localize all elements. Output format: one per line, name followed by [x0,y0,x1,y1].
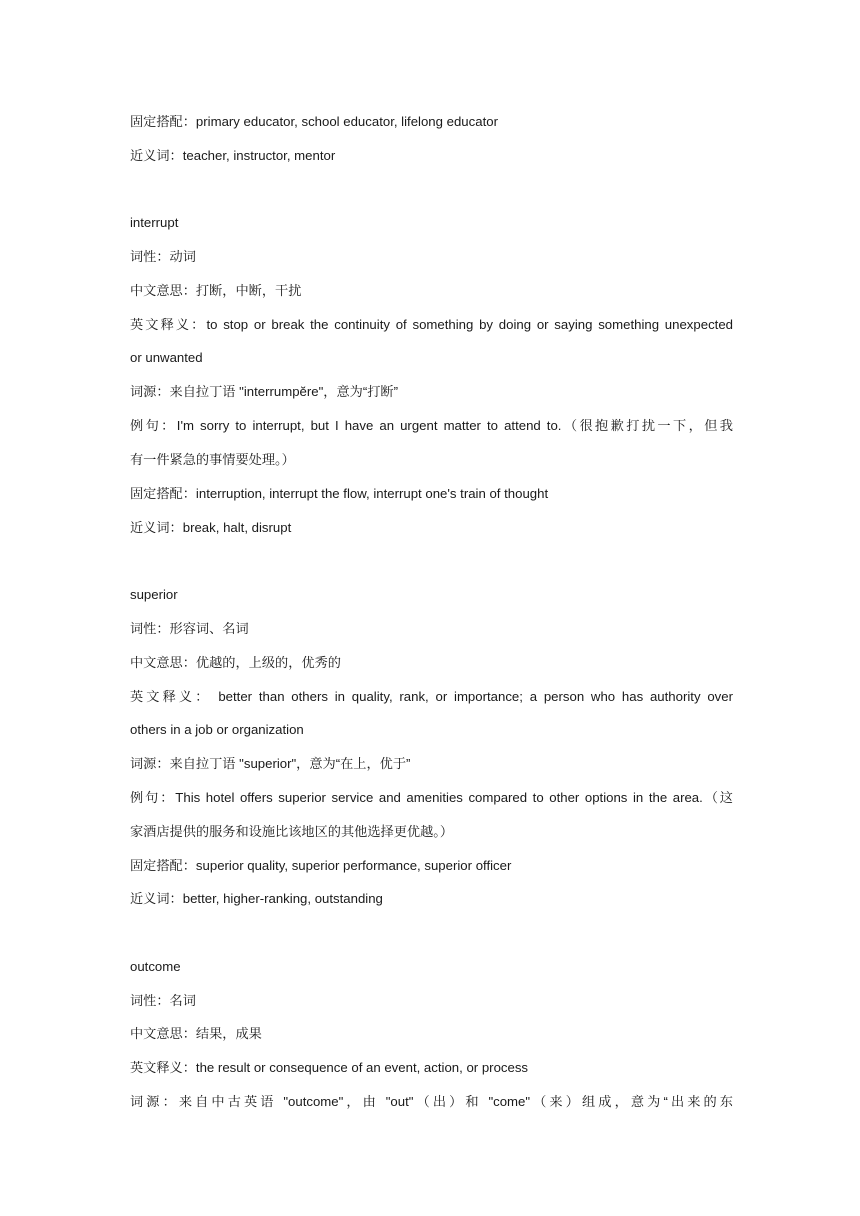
entry-headword: superior [130,587,178,602]
text-line: 固定搭配：superior quality, superior performance, superior officer [130,858,512,873]
text-line: 英文释义： better than others in quality, rank, or importance; a person who has authority over [130,689,733,704]
text-line: 中文意思：优越的，上级的，优秀的 [130,655,341,670]
text-line: 近义词：teacher, instructor, mentor [130,148,336,163]
text-line: 例句：This hotel offers superior service and amenities compared to other options in the area.（这 [130,790,733,805]
text-line: 固定搭配：primary educator, school educator, lifelong educator [130,114,498,129]
text-line: 英文释义：to stop or break the continuity of something by doing or saying something unexpected [130,317,733,332]
text-line: 词性：名词 [130,993,196,1008]
entry-headword: interrupt [130,215,179,230]
text-line: 英文释义：the result or consequence of an event, action, or process [130,1060,529,1075]
text-line: 固定搭配：interruption, interrupt the flow, interrupt one's train of thought [130,486,549,501]
text-line: 词源：来自拉丁语 "superior"，意为“在上，优于” [130,756,411,771]
text-line: others in a job or organization [130,722,304,737]
text-line: or unwanted [130,350,203,365]
text-line: 近义词：better, higher-ranking, outstanding [130,891,383,906]
text-line: 词源：来自拉丁语 "interrumpĕre"，意为“打断” [130,384,399,399]
text-line: 中文意思：结果，成果 [130,1026,262,1041]
text-line: 家酒店提供的服务和设施比该地区的其他选择更优越。） [130,824,454,839]
text-line: 词性：形容词、名词 [130,621,249,636]
text-line: 中文意思：打断，中断，干扰 [130,283,302,298]
text-line: 近义词：break, halt, disrupt [130,520,292,535]
text-line: 词性：动词 [130,249,196,264]
entry-headword: outcome [130,959,181,974]
text-line: 有一件紧急的事情要处理。） [130,452,295,467]
text-line: 词源：来自中古英语 "outcome"，由 "out"（出）和 "come"（来）组成，意为“出来的东 [130,1094,733,1109]
text-line: 例句：I'm sorry to interrupt, but I have an urgent matter to attend to.（很抱歉打扰一下，但我 [130,418,733,433]
